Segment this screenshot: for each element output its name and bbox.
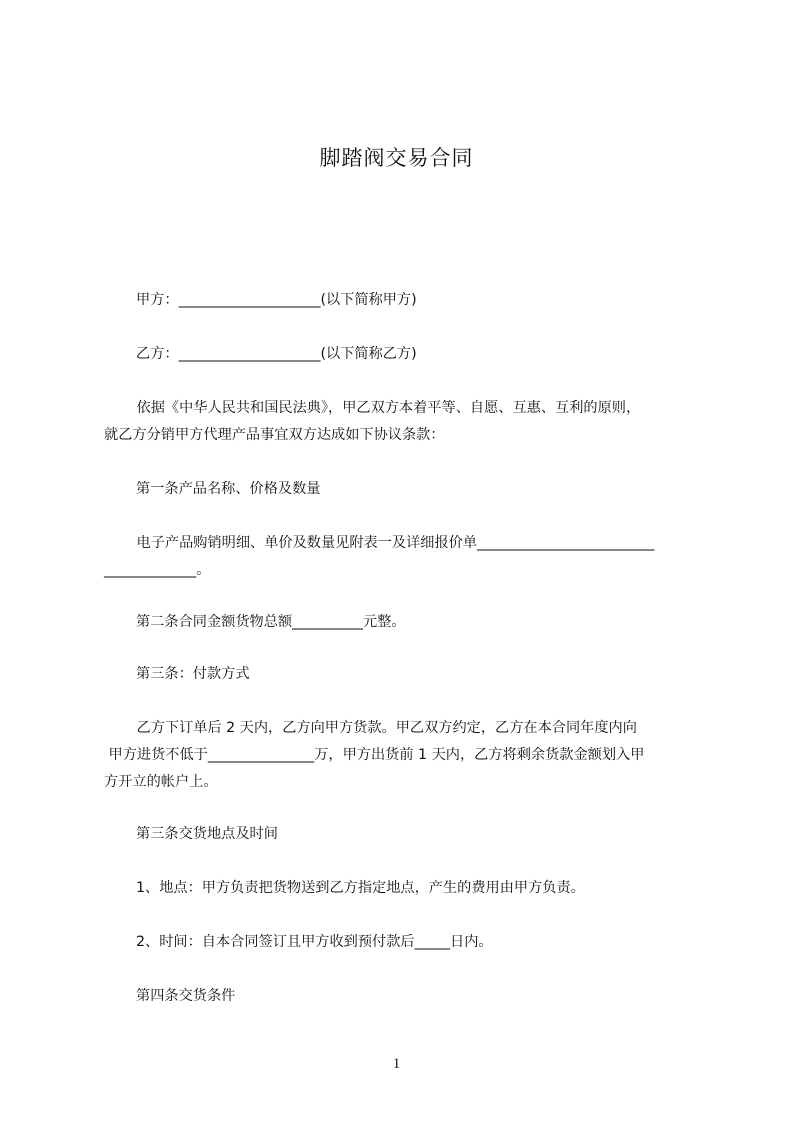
- article-1-heading: 第一条产品名称、价格及数量: [136, 481, 321, 497]
- article-2-line: 第二条合同金额货物总额__________元整。: [136, 614, 406, 630]
- article-3-heading: 第三条：付款方式: [136, 666, 250, 682]
- page-number: 1: [392, 1056, 401, 1072]
- preamble-line-2: 就乙方分销甲方代理产品事宜双方达成如下协议条款：: [104, 427, 445, 443]
- article-1-text-line-1: 电子产品购销明细、单价及数量见附表一及详细报价单_________________________: [132, 535, 655, 551]
- article-1-text-line-2: _____________。: [104, 562, 211, 578]
- payment-line-2: 甲方进货不低于_______________万，甲方出货前 1 天内，乙方将剩余货款金额划入甲: [104, 747, 645, 763]
- preamble-line-1: 依据《中华人民共和国民法典》，甲乙双方本着平等、自愿、互惠、互利的原则，: [132, 400, 641, 416]
- party-b-line: 乙方：____________________(以下简称乙方): [136, 346, 417, 362]
- delivery-location-line: 1、地点：甲方负责把货物送到乙方指定地点，产生的费用由甲方负责。: [136, 880, 585, 896]
- party-a-line: 甲方：____________________(以下简称甲方): [136, 292, 417, 308]
- delivery-time-line: 2、时间：自本合同签订且甲方收到预付款后_____日内。: [136, 934, 493, 950]
- payment-line-3: 方开立的帐户上。: [104, 774, 218, 790]
- delivery-heading: 第三条交货地点及时间: [136, 826, 278, 842]
- document-title: 脚踏阀交易合同: [319, 146, 474, 170]
- payment-line-1: 乙方下订单后 2 天内，乙方向甲方货款。甲乙双方约定，乙方在本合同年度内向: [132, 720, 637, 736]
- article-4-heading: 第四条交货条件: [136, 988, 236, 1004]
